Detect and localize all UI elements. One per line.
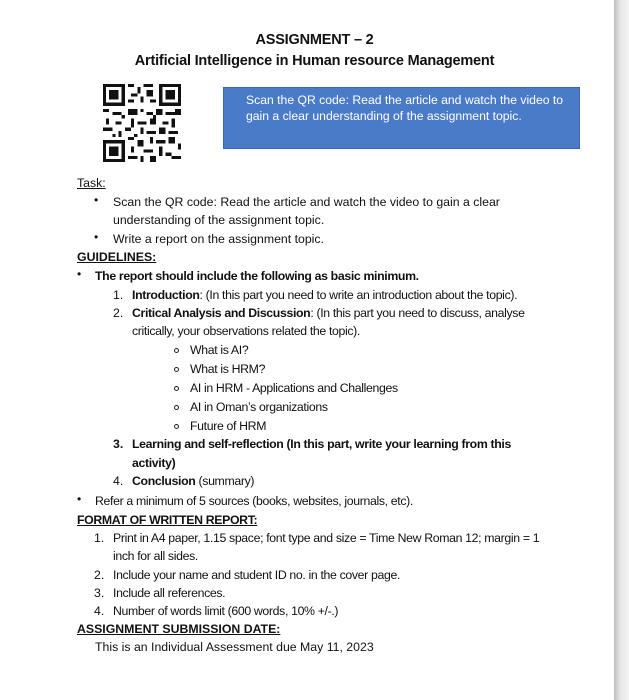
circle-bullet-icon <box>174 405 179 410</box>
circle-bullet-icon <box>174 367 179 372</box>
task-bullet-1-cont: understanding of the assignment topic. <box>113 213 325 227</box>
sub-item: AI in Oman’s organizations <box>190 400 328 414</box>
format-heading: FORMAT OF WRITTEN REPORT: <box>77 513 258 527</box>
guideline-item-3-cont: activity) <box>132 456 176 470</box>
format-item-1: Print in A4 paper, 1.15 space; font type and size = Time New Roman 12; margin = 1 <box>113 531 540 545</box>
task-heading: Task: <box>77 176 106 190</box>
guideline-item-3: Learning and self-reflection (In this part, write your learning from this <box>132 437 511 451</box>
circle-bullet-icon <box>174 348 179 353</box>
item-text: (summary) <box>195 474 255 488</box>
bullet-icon: • <box>77 492 82 506</box>
list-number: 3. <box>113 437 124 451</box>
list-number: 1. <box>113 288 124 302</box>
bullet-icon: • <box>94 193 99 207</box>
qr-code[interactable] <box>103 84 181 162</box>
circle-bullet-icon <box>174 386 179 391</box>
list-number: 2. <box>113 306 124 320</box>
list-number: 4. <box>113 474 124 488</box>
qr-instruction-box: Scan the QR code: Read the article and watch the video to gain a clear understanding of the assignment topic. <box>223 87 580 149</box>
task-bullet-1: Scan the QR code: Read the article and watch the video to gain a clear <box>113 195 500 209</box>
sub-item: What is AI? <box>190 343 249 357</box>
guideline-item-2 <box>132 306 525 320</box>
task-bullet-2: Write a report on the assignment topic. <box>113 232 324 246</box>
submission-text: This is an Individual Assessment due May 11, 2023 <box>95 640 374 654</box>
list-number: 2. <box>94 568 105 582</box>
guideline-item-4 <box>132 474 254 488</box>
guidelines-heading: GUIDELINES: <box>77 250 157 264</box>
item-label: Critical Analysis and Discussion <box>132 306 311 320</box>
guidelines-intro: The report should include the following as basic minimum. <box>95 269 419 283</box>
sub-item: Future of HRM <box>190 419 267 433</box>
guideline-item-1 <box>132 288 517 302</box>
format-item-1-cont: inch for all sides. <box>113 549 198 563</box>
format-item-4: Number of words limit (600 words, 10% +/-.) <box>113 604 339 618</box>
bullet-icon: • <box>94 230 99 244</box>
assignment-subtitle: Artificial Intelligence in Human resource Management <box>134 53 495 69</box>
assignment-title: ASSIGNMENT – 2 <box>255 32 374 48</box>
sources-note: Refer a minimum of 5 sources (books, websites, journals, etc). <box>95 494 413 508</box>
list-number: 1. <box>94 531 105 545</box>
guideline-item-2-cont: critically, your observations related the topic). <box>132 324 360 338</box>
page-edge-shadow <box>614 0 629 700</box>
bullet-icon: • <box>77 267 82 281</box>
circle-bullet-icon <box>174 424 179 429</box>
item-text: : (In this part you need to discuss, analyse <box>310 306 525 320</box>
item-label: Conclusion <box>132 474 196 488</box>
list-number: 4. <box>94 604 105 618</box>
item-text: : (In this part you need to write an introduction about the topic). <box>199 288 518 302</box>
list-number: 3. <box>94 586 105 600</box>
sub-item: AI in HRM - Applications and Challenges <box>190 381 398 395</box>
item-label: Introduction <box>132 288 200 302</box>
format-item-3: Include all references. <box>113 586 226 600</box>
sub-item: What is HRM? <box>190 362 266 376</box>
format-item-2: Include your name and student ID no. in the cover page. <box>113 568 401 582</box>
submission-heading: ASSIGNMENT SUBMISSION DATE: <box>77 622 281 636</box>
